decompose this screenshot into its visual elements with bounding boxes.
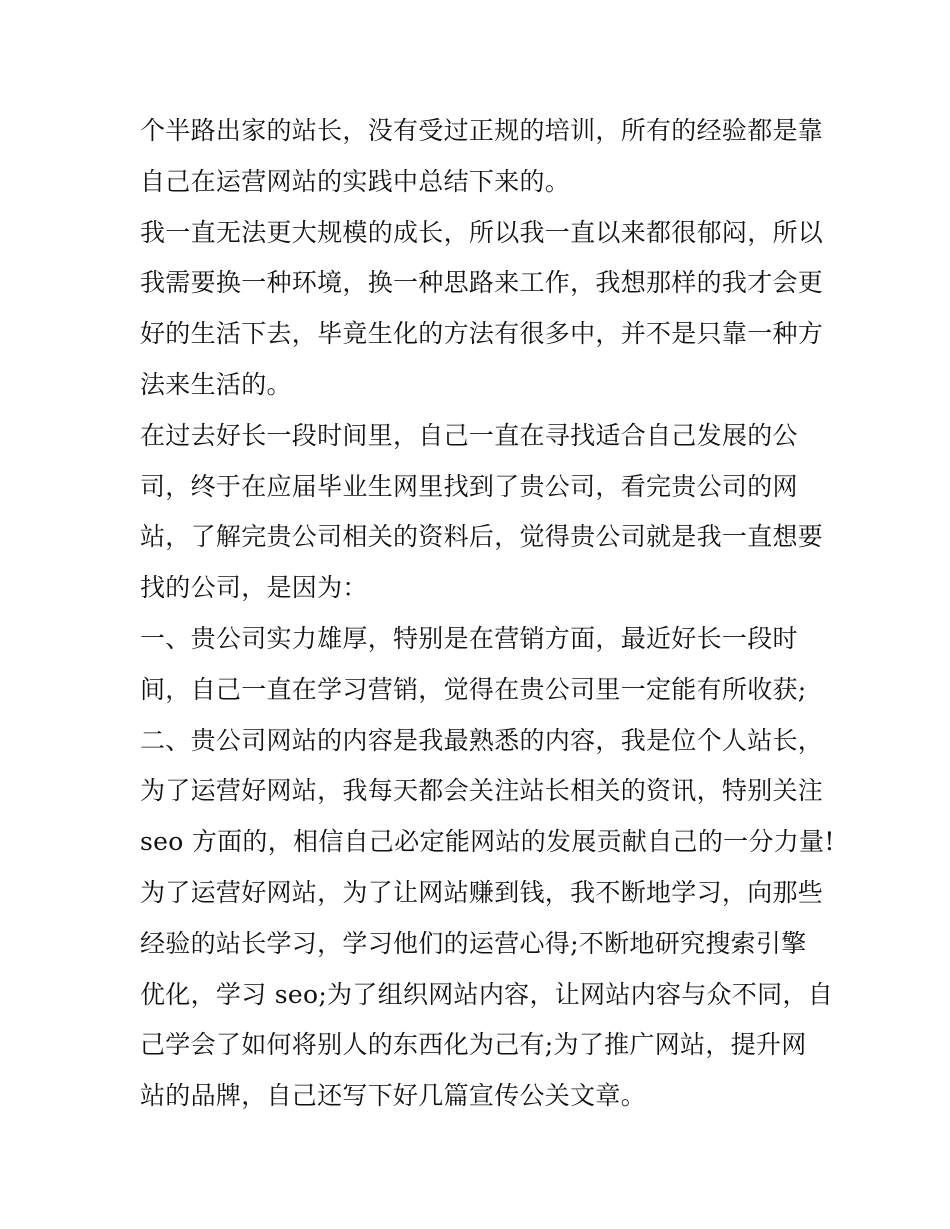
text-line: 我一直无法更大规模的成长，所以我一直以来都很郁闷，所以 — [140, 217, 824, 247]
text-line: 找的公司，是因为： — [140, 573, 368, 603]
text-line: seo 方面的，相信自己必定能网站的发展贡献自己的一分力量! — [140, 827, 835, 857]
document-body — [140, 106, 835, 1122]
text-line: 司，终于在应届毕业生网里找到了贵公司，看完贵公司的网 — [140, 471, 798, 501]
text-line: 好的生活下去，毕竟生化的方法有很多中，并不是只靠一种方 — [140, 319, 824, 349]
text-line: 在过去好长一段时间里，自己一直在寻找适合自己发展的公 — [140, 420, 798, 450]
text-line: 优化，学习 seo;为了组织网站内容，让网站内容与众不同，自 — [140, 979, 834, 1009]
text-line: 站的品牌，自己还写下好几篇宣传公关文章。 — [140, 1081, 647, 1111]
text-line: 自己在运营网站的实践中总结下来的。 — [140, 166, 571, 196]
text-line: 个半路出家的站长，没有受过正规的培训，所有的经验都是靠 — [140, 116, 824, 145]
text-line: 二、贵公司网站的内容是我最熟悉的内容，我是位个人站长， — [140, 725, 824, 755]
text-line: 站，了解完贵公司相关的资料后，觉得贵公司就是我一直想要 — [140, 522, 824, 552]
text-line: 我需要换一种环境，换一种思路来工作，我想那样的我才会更 — [140, 268, 824, 298]
text-line: 一、贵公司实力雄厚，特别是在营销方面，最近好长一段时 — [140, 623, 798, 653]
text-line: 经验的站长学习，学习他们的运营心得;不断地研究搜索引擎 — [140, 928, 807, 958]
text-line: 为了运营好网站，为了让网站赚到钱，我不断地学习，向那些 — [140, 877, 824, 907]
text-line: 法来生活的。 — [140, 369, 292, 399]
text-line: 己学会了如何将别人的东西化为己有;为了推广网站，提升网 — [140, 1030, 807, 1060]
text-line: 间，自己一直在学习营销，觉得在贵公司里一定能有所收获; — [140, 674, 807, 704]
text-line: 为了运营好网站，我每天都会关注站长相关的资讯，特别关注 — [140, 776, 824, 806]
